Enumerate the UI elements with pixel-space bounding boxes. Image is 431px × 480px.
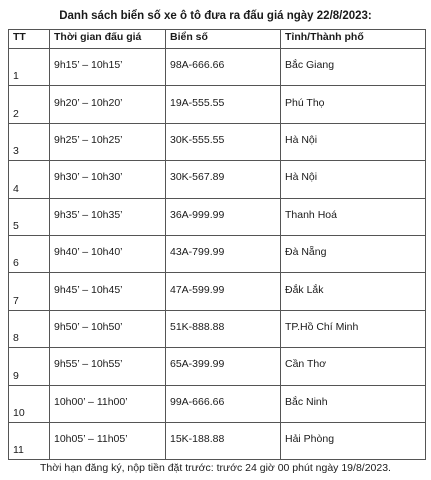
header-time: Thời gian đấu giá (50, 30, 166, 49)
cell-plate: 99A-666.66 (166, 385, 281, 422)
cell-city: Phú Thọ (281, 86, 426, 123)
cell-city: Hà Nội (281, 123, 426, 160)
auction-plate-table (8, 29, 426, 460)
cell-plate: 43A-799.99 (166, 235, 281, 272)
cell-city: Bắc Ninh (281, 385, 426, 422)
cell-tt: 2 (9, 86, 50, 123)
cell-time: 9h15’ – 10h15’ (50, 49, 166, 86)
table-row (9, 86, 426, 123)
cell-city: Thanh Hoá (281, 198, 426, 235)
table-row (9, 348, 426, 385)
table-row (9, 422, 426, 459)
cell-time: 9h50’ – 10h50’ (50, 310, 166, 347)
cell-city: TP.Hồ Chí Minh (281, 310, 426, 347)
cell-time: 9h35’ – 10h35’ (50, 198, 166, 235)
table-row (9, 310, 426, 347)
header-city: Tỉnh/Thành phố (281, 30, 426, 49)
cell-time: 10h05’ – 11h05’ (50, 422, 166, 459)
cell-plate: 15K-188.88 (166, 422, 281, 459)
cell-tt: 5 (9, 198, 50, 235)
cell-time: 9h40’ – 10h40’ (50, 235, 166, 272)
cell-city: Đắk Lắk (281, 273, 426, 310)
cell-tt: 9 (9, 348, 50, 385)
table-row (9, 123, 426, 160)
cell-tt: 7 (9, 273, 50, 310)
cell-tt: 10 (9, 385, 50, 422)
cell-city: Bắc Giang (281, 49, 426, 86)
cell-plate: 98A-666.66 (166, 49, 281, 86)
cell-plate: 47A-599.99 (166, 273, 281, 310)
table-row (9, 273, 426, 310)
cell-plate: 36A-999.99 (166, 198, 281, 235)
cell-plate: 30K-555.55 (166, 123, 281, 160)
cell-plate: 51K-888.88 (166, 310, 281, 347)
table-row (9, 161, 426, 198)
cell-city: Đà Nẵng (281, 235, 426, 272)
cell-time: 9h30’ – 10h30’ (50, 161, 166, 198)
cell-tt: 4 (9, 161, 50, 198)
document-title: Danh sách biển số xe ô tô đưa ra đấu giá ngày 22/8/2023: (59, 10, 372, 22)
cell-tt: 6 (9, 235, 50, 272)
cell-city: Hải Phòng (281, 422, 426, 459)
cell-city: Cần Thơ (281, 348, 426, 385)
table-row (9, 198, 426, 235)
table-header-row (9, 30, 426, 49)
cell-time: 9h45’ – 10h45’ (50, 273, 166, 310)
header-tt: TT (9, 30, 50, 49)
cell-city: Hà Nội (281, 161, 426, 198)
cell-tt: 3 (9, 123, 50, 160)
cell-time: 9h20’ – 10h20’ (50, 86, 166, 123)
cell-tt: 8 (9, 310, 50, 347)
cell-plate: 65A-399.99 (166, 348, 281, 385)
cell-time: 10h00’ – 11h00’ (50, 385, 166, 422)
table-row (9, 49, 426, 86)
table-row (9, 235, 426, 272)
cell-time: 9h55’ – 10h55’ (50, 348, 166, 385)
header-plate: Biển số (166, 30, 281, 49)
cell-time: 9h25’ – 10h25’ (50, 123, 166, 160)
table-row (9, 385, 426, 422)
cell-tt: 1 (9, 49, 50, 86)
document-footer-note: Thời hạn đăng ký, nộp tiền đặt trước: trước 24 giờ 00 phút ngày 19/8/2023. (40, 462, 391, 474)
cell-plate: 30K-567.89 (166, 161, 281, 198)
cell-tt: 11 (9, 422, 50, 459)
cell-plate: 19A-555.55 (166, 86, 281, 123)
